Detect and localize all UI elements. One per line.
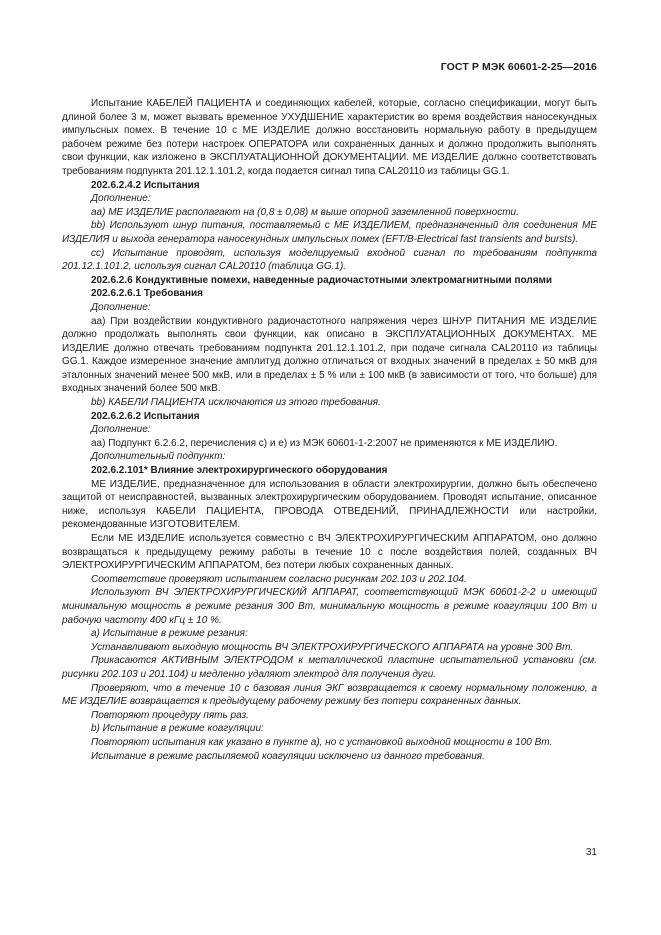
list-item-aa: аа) При воздействии кондуктивного радиочастотного напряжения через ШНУР ПИТАНИЯ МЕ ИЗДЕЛИЕ должно продолжать выполнять свои функции, как описано в ЭКСПЛУАТАЦИОННЫХ ДОКУМЕНТАХ. МЕ ИЗДЕЛИЕ должно отвечать требованиям подпункта 201.12.1.101.2, при подаче сигнала CAL20110 из таблицы GG.1. Каждое измеренное значение амплитуд должно отличаться от входных значений в пределах ± 50 мкВ для эталонных значений менее 500 мкВ, или в пределах ± 5 % или ± 100 мкВ (в зависимости от того, что больше) для входных значений более 500 мкВ. <box>62 315 597 395</box>
list-item-bb: bb) КАБЕЛИ ПАЦИЕНТА исключаются из этого требования. <box>91 397 381 409</box>
list-item-bb: bb) Используют шнур питания, поставляемый с МЕ ИЗДЕЛИЕМ, предназначенный для соединения МЕ ИЗДЕЛИЯ и выхода генератора наносекундных импульсных помех (EFT/B-Electrical fast transients and bursts). <box>62 220 597 245</box>
paragraph-cable-test: Испытание КАБЕЛЕЙ ПАЦИЕНТА и соединяющих кабелей, которые, согласно спецификации, могут быть длиной более 3 м, может вызвать временное УХУДШЕНИЕ характеристик во время воздействия наносекундных импульсных помех. В течение 10 с МЕ ИЗДЕЛИЕ должно восстановить нормальную работу в предыдущем рабочем режиме без потери настроек ОПЕРАТОРА или сохраненных данных и должно продолжить выполнять свои функции, как изложено в ЭКСПЛУАТАЦИОННОЙ ДОКУМЕНТАЦИИ. МЕ ИЗДЕЛИЕ должно соответствовать требованиям подпункта 201.12.1.101.2, когда подается сигнал типа CAL20110 из таблицы GG.1. <box>62 98 597 177</box>
paragraph-compliance: Соответствие проверяют испытанием согласно рисункам 202.103 и 202.104. <box>91 573 467 585</box>
list-item-cc: cc) Испытание проводят, используя моделируемый входной сигнал по требованиям подпункта 201.12.1.101.2, используя сигнал CAL20110 (таблица GG.1). <box>62 247 597 273</box>
paragraph-spray-excluded: Испытание в режиме распыляемой коагуляции исключено из данного требования. <box>91 750 485 762</box>
paragraph-touch-electrode: Прикасаются АКТИВНЫМ ЭЛЕКТРОДОМ к металлической пластине испытательной установки (см. рисунки 202.103 и 201.104) и медленно удаляют электрод для получения дуги. <box>62 655 597 680</box>
list-item-a: а) Испытание в режиме резания: <box>91 628 248 640</box>
list-item-b: b) Испытание в режиме коагуляции: <box>91 723 264 735</box>
list-item-aa: аа) МЕ ИЗДЕЛИЕ располагают на (0,8 ± 0,08) м выше опорной заземленной поверхности. <box>91 206 519 218</box>
paragraph-addition: Дополнение: <box>91 193 151 205</box>
heading-202-6-2-6-2: 202.6.2.6.2 Испытания <box>91 410 200 422</box>
paragraph-additional-subclause: Дополнительный подпункт: <box>91 451 226 463</box>
paragraph-repeat: Повторяют процедуру пять раз. <box>91 709 249 721</box>
document-body <box>62 97 597 763</box>
paragraph-electrosurgery: МЕ ИЗДЕЛИЕ, предназначенное для использования в области электрохирургии, должно быть обеспечено защитой от неисправностей, вызванных электрохирургическим оборудованием. Проводят испытание, описанное ниже, используя КАБЕЛИ ПАЦИЕНТА, ПРОВОДА ОТВЕДЕНИЙ, ПРИНАДЛЕЖНОСТИ или настройки, рекомендованные ИЗГОТОВИТЕЛЕМ. <box>62 478 597 531</box>
paragraph-addition: Дополнение: <box>91 424 151 436</box>
page-number: 31 <box>585 847 597 858</box>
document-header: ГОСТ Р МЭК 60601-2-25—2016 <box>440 61 597 73</box>
paragraph-set-power: Устанавливают выходную мощность ВЧ ЭЛЕКТРОХИРУРГИЧЕСКОГО АППАРАТА на уровне 300 Вт. <box>91 641 574 653</box>
paragraph-hf-apparatus: Используют ВЧ ЭЛЕКТРОХИРУРГИЧЕСКИЙ АППАРАТ, соответствующий МЭК 60601-2-2 и имеющий минимальную мощность в режиме резания 300 Вт, минимальную мощность в режиме коагуляции 100 Вт и рабочую частоту 400 кГц ± 10 %. <box>62 587 597 626</box>
heading-202-6-2-6: 202.6.2.6 Кондуктивные помехи, наведенные радиочастотными электромагнитными полями <box>91 274 553 286</box>
paragraph-addition: Дополнение: <box>91 301 151 313</box>
paragraph-repeat-100w: Повторяют испытания как указано в пункте а), но с установкой выходной мощности в 100 Вт. <box>91 736 553 748</box>
paragraph-hf-surgical: Если МЕ ИЗДЕЛИЕ используется совместно с ВЧ ЭЛЕКТРОХИРУРГИЧЕСКИМ АППАРАТОМ, оно должно возвращаться к предыдущему режиму работы в течение 10 с после воздействия полей, созданных ВЧ ЭЛЕКТРОХИРУРГИЧЕСКИМ АППАРАТОМ, без потери любых сохраненных данных. <box>62 533 597 572</box>
heading-202-6-2-101: 202.6.2.101* Влияние электрохирургического оборудования <box>91 465 388 477</box>
list-item-aa: аа) Подпункт 6.2.6.2, перечисления с) и е) из МЭК 60601-1-2:2007 не применяются к МЕ ИЗДЕЛИЮ. <box>91 437 558 449</box>
heading-202-6-2-6-1: 202.6.2.6.1 Требования <box>91 288 203 300</box>
paragraph-verify: Проверяют, что в течение 10 с базовая линия ЭКГ возвращается к своему нормальному положению, а МЕ ИЗДЕЛИЕ возвращается к предыдущему рабочему режиму без потери сохраненных данных. <box>62 682 597 708</box>
heading-202-6-2-4-2: 202.6.2.4.2 Испытания <box>91 179 200 191</box>
